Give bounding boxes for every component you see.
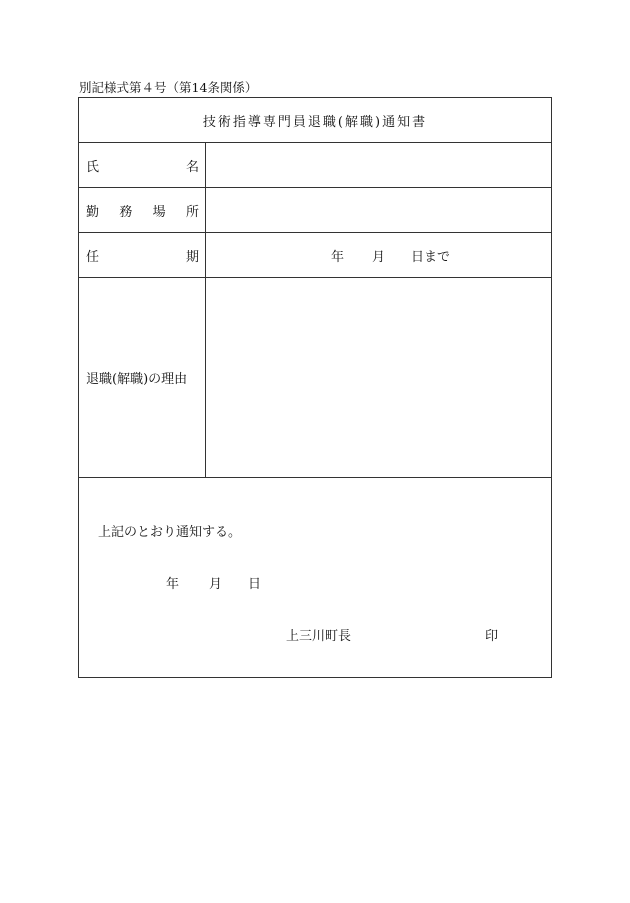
term-label-char: 期 [185,249,199,265]
signer-title: 上三川町長 [286,629,352,644]
workplace-label-char: 所 [185,204,199,220]
term-day-until-label: 日まで [411,249,451,265]
notice-day-label: 日 [248,577,262,592]
name-label-char: 氏 [86,159,100,175]
notice-text: 上記のとおり通知する。 [98,525,242,540]
term-label-char: 任 [86,249,100,265]
term-row [79,233,551,278]
seal-mark: 印 [485,629,499,644]
name-field[interactable] [206,143,551,187]
term-date [331,246,450,265]
form-title: 技術指導専門員退職(解職)通知書 [79,98,551,143]
term-year-label: 年 [331,249,345,265]
reason-row [79,278,551,478]
notice-month-label: 月 [209,577,223,592]
term-field[interactable] [206,233,551,277]
workplace-field[interactable] [206,188,551,232]
notice-form-table [78,97,552,678]
notice-date [166,573,261,592]
name-label [79,143,206,187]
workplace-label [79,188,206,232]
form-number: 別記様式第４号（第14条関係） [79,80,258,95]
workplace-label-char: 務 [119,204,133,220]
term-label [79,233,206,277]
name-label-char: 名 [185,159,199,175]
notice-section [79,478,551,677]
workplace-row [79,188,551,233]
term-month-label: 月 [372,249,386,265]
notice-year-label: 年 [166,577,180,592]
workplace-label-char: 勤 [86,204,100,220]
name-row [79,143,551,188]
workplace-label-char: 場 [152,204,166,220]
reason-field[interactable] [206,278,551,477]
reason-label: 退職(解職)の理由 [79,278,206,477]
